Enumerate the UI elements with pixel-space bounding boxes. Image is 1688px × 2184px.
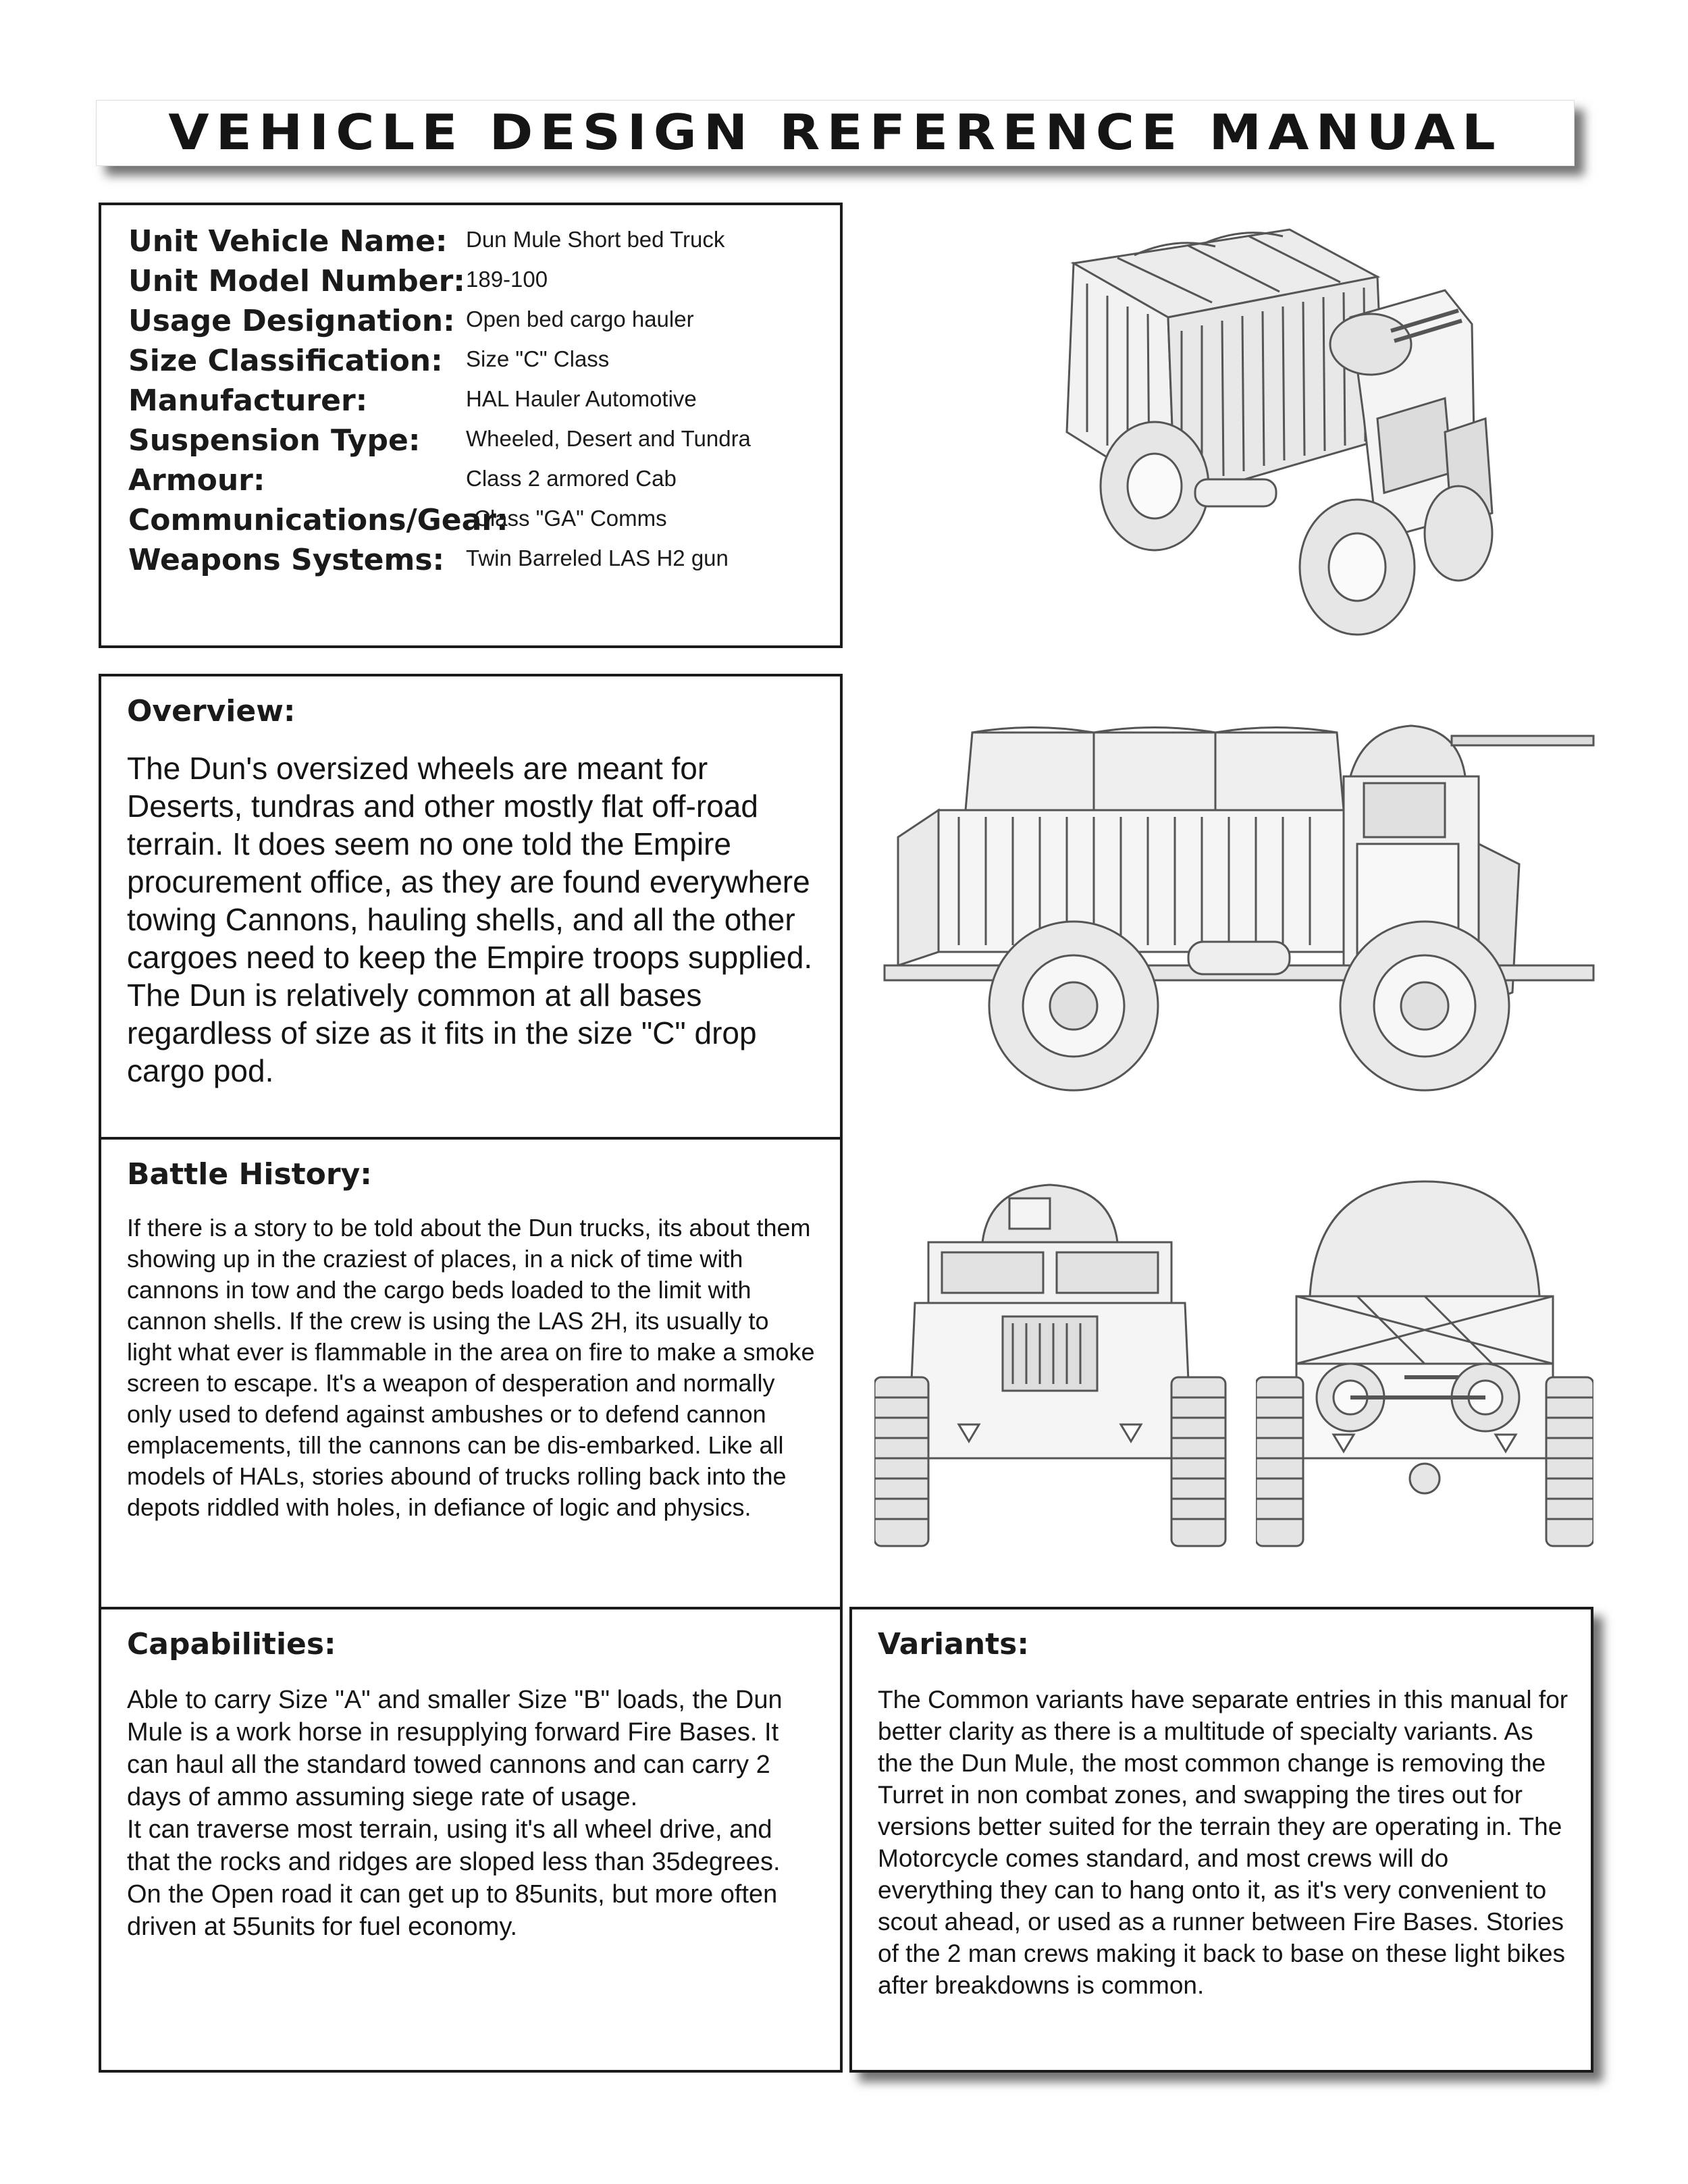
section-body: The Common variants have separate entries in this manual for better clarity as there is a multitude of specialty variants. As the the Dun Mule, the most common change is removing the Turret in non combat zones, and swapping the tires out for versions better suited for the terrain they are operating in. The Motorcycle comes standard, and most crews will do everything they can to hang onto it, as it's very convenient to scout ahead, or used as a runner between Fire Bases. Stories of the 2 man crews making it back to base on these light bikes after breakdowns is common. — [878, 1686, 1568, 1999]
spec-label: Armour: — [128, 463, 265, 498]
capabilities-section — [99, 1607, 843, 2073]
spec-label: Weapons Systems: — [128, 543, 445, 577]
overview-section — [99, 674, 843, 1140]
spec-label: Unit Model Number: — [128, 264, 465, 298]
title-banner — [96, 100, 1575, 166]
spec-label: Manufacturer: — [128, 383, 368, 418]
variants-section — [849, 1607, 1593, 2073]
spec-label: Communications/Gear: — [128, 503, 508, 537]
section-body: If there is a story to be told about the Dun trucks, its about them showing up in the craziest of places, in a nick of time with cannons in tow and the cargo beds loaded to the limit with cannon shells. If the crew is using the LAS 2H, its usually to light what ever is flammable in the area on fire to make a smoke screen to escape. It's a weapon of desperation and normally only used to defend against ambushes or to defend cannon emplacements, till the cannons can be dis-embarked. Like all models of HALs, stories abound of trucks rolling back into the depots riddled with holes, in defiance of logic and physics. — [127, 1214, 815, 1521]
spec-value: Wheeled, Desert and Tundra — [466, 426, 751, 451]
section-title: Capabilities: — [127, 1627, 336, 1661]
spec-label: Unit Vehicle Name: — [128, 224, 448, 259]
page-title: VEHICLE DESIGN REFERENCE MANUAL — [168, 105, 1502, 161]
spec-label: Usage Designation: — [128, 304, 455, 338]
section-title: Overview: — [127, 694, 296, 728]
truck-rear-view-illustration — [1256, 1175, 1593, 1553]
spec-value: Class "GA" Comms — [474, 506, 667, 531]
spec-value: Dun Mule Short bed Truck — [466, 227, 725, 252]
truck-front-view-illustration — [874, 1175, 1229, 1553]
spec-value: Twin Barreled LAS H2 gun — [466, 545, 729, 570]
spec-value: 189-100 — [466, 267, 548, 292]
section-body: The Dun's oversized wheels are meant for Deserts, tundras and other mostly flat off-road terrain. It does seem no one told the Empire procurement office, as they are found everywhere towing Cannons, hauling shells, and all the other cargoes need to keep the Empire troops supplied. The Dun is relatively common at all bases regardless of size as it fits in the size "C" drop cargo pod. — [127, 751, 813, 1088]
truck-isometric-illustration — [972, 216, 1526, 648]
paragraph: Able to carry Size "A" and smaller Size "B" loads, the Dun Mule is a work horse in resupplying forward Fire Bases. It can haul all the standard towed cannons and can carry 2 days of ammo assuming siege rate of usage. — [127, 1686, 783, 1811]
spec-value: HAL Hauler Automotive — [466, 386, 697, 411]
section-body — [127, 1684, 820, 1943]
truck-side-view-illustration — [871, 709, 1607, 1127]
section-title: Battle History: — [127, 1157, 372, 1192]
spec-value: Open bed cargo hauler — [466, 307, 694, 331]
battle-history-section — [99, 1137, 843, 1609]
spec-value: Class 2 armored Cab — [466, 466, 677, 491]
spec-value: Size "C" Class — [466, 346, 610, 371]
section-title: Variants: — [878, 1627, 1029, 1661]
spec-label: Suspension Type: — [128, 423, 421, 458]
spec-label: Size Classification: — [128, 344, 443, 378]
paragraph: It can traverse most terrain, using it's all wheel drive, and that the rocks and ridges are sloped less than 35degrees. On the Open road it can get up to 85units, but more often driven at 55units for fuel economy. — [127, 1815, 781, 1941]
spec-box — [99, 203, 843, 648]
